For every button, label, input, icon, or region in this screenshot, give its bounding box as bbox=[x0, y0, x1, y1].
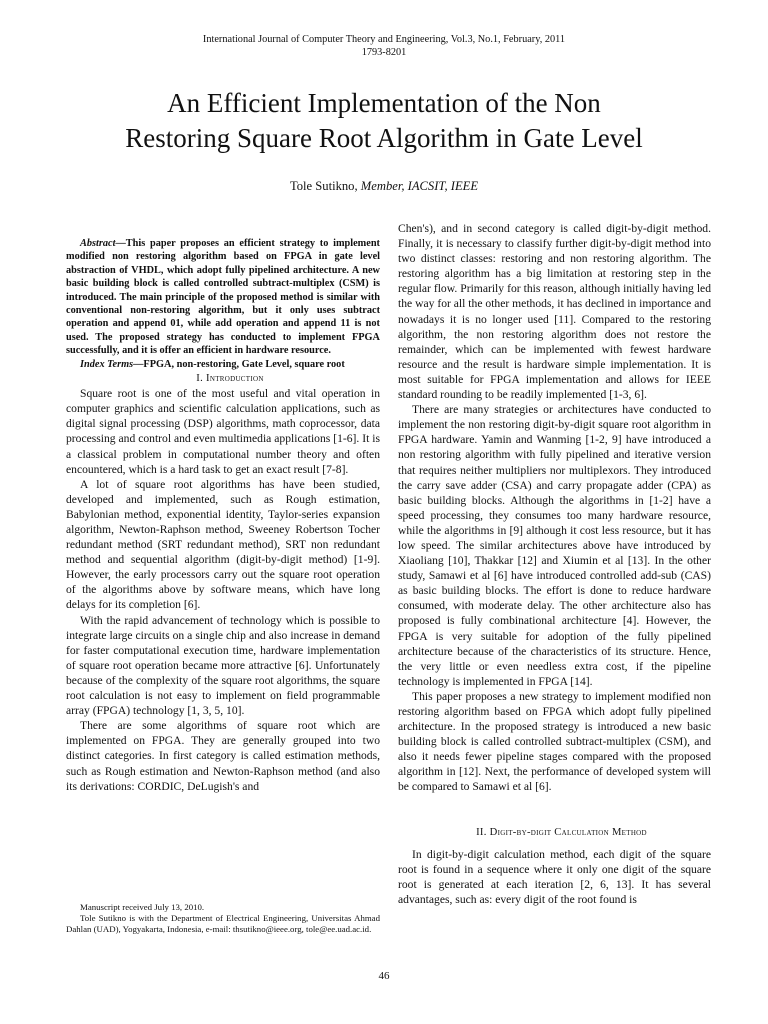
author-name: Tole Sutikno, bbox=[289, 179, 361, 193]
abstract-text: —This paper proposes an efficient strategy to implement modified non restoring algorithm based on FPGA in gate level abstraction of VHDL, which adopt fully pipelined architecture. A new basic building block is called controlled subtract-multiplex (CSM) is introduced. The main principle of the proposed method is similar with conventional non-restoring algorithm, but it only uses subtract operation and append 01, while add operation and append 11 is not used. The proposed strategy has conducted to implement FPGA successfully, and it is offer an efficient in hardware resource. bbox=[66, 238, 380, 357]
footnotes bbox=[66, 902, 380, 935]
section-initial: M bbox=[611, 826, 622, 838]
journal-citation: International Journal of Computer Theory and Engineering, Vol.3, No.1, February, 2011 bbox=[202, 34, 566, 45]
paper-title bbox=[0, 86, 768, 156]
section-initial: I bbox=[206, 373, 210, 385]
paragraph: There are some algorithms of square root which are implemented on FPGA. They are generally grouped into two distinct categories. In first category is called estimation methods, such as Rough estimation and Newton-Raphson method (and also its derivations: CORDIC, DeLugish's and bbox=[66, 719, 380, 793]
paper-title-line-2: Restoring Square Root Algorithm in Gate Level bbox=[125, 123, 643, 153]
section-initial: D bbox=[489, 826, 498, 838]
section-heading-digit-by-digit bbox=[398, 825, 711, 840]
index-terms-lead: Index Terms bbox=[80, 358, 134, 370]
index-terms-text: —FPGA, non-restoring, Gate Level, square root bbox=[133, 358, 345, 370]
paper-title-line-1: An Efficient Implementation of the Non bbox=[167, 88, 601, 118]
paragraph: This paper proposes a new strategy to implement modified non restoring algorithm based on FPGA which adopt fully pipelined architecture. In the proposed strategy is introduced a new basic building block is called controlled subtract-multiplex (CSM), and also it needs fewer pipeline stages compared with the proposed algorithm in [12]. Next, the performance of developed system will be compared to Samawi et al [6]. bbox=[398, 689, 711, 794]
paragraph: Square root is one of the most useful and vital operation in computer graphics and scientific calculation applications, such as digital signal processing (DSP) algorithms, math coprocessor, data processing and control and even multimedia applications [1-6]. It is a classical problem in computational number theory and often encountered, which is a hard task to get an exact result [7-8]. bbox=[66, 387, 380, 476]
abstract bbox=[66, 237, 380, 358]
section-title-rest: alculation bbox=[561, 826, 612, 838]
footnote-author: Tole Sutikno is with the Department of Electrical Engineering, Universitas Ahmad Dahlan (UAD), Yogyakarta, Indonesia, e-mail: thsutikno@ieee.org, tole@ee.uad.ac.id. bbox=[66, 913, 380, 934]
section-title-rest: ethod bbox=[621, 826, 647, 838]
paragraph: A lot of square root algorithms has have been studied, developed and implemented, such as Rough estimation, Babylonian method, exponential identity, Taylor-series expansion algorithm, Newton-Raphson method, Sweeney Robertson Tocher redundant method (SRT redundant method), SRT non redundant method and sequential algorithm (digit-by-digit method) [1-9]. However, the early processors carry out the square root operation of the algorithms above by software means, which have long delays for its completion [6]. bbox=[66, 477, 380, 612]
paragraph: Chen's), and in second category is called digit-by-digit method. Finally, it is necessary to classify further digit-by-digit method into two distinct classes: restoring and non restoring algorithm. The restoring algorithm has a big limitation at restoring step in the regular flow. Primarily for this reason, although initially having led the way for all the other methods, it has declined in importance and nowadays it is no longer used [11]. Compared to the restoring algorithm, the non restoring algorithm does not restore the remainder, which can be implemented with fewest hardware resource and the result is hardware simple implementation. It is most suitable for FPGA implementation and allows for IEEE standard rounding to be readily implemented [1-3, 6]. bbox=[398, 222, 711, 402]
journal-issn: 1793-8201 bbox=[361, 47, 407, 58]
section-heading-introduction bbox=[66, 371, 380, 386]
section-number: I. bbox=[196, 373, 207, 385]
section-title-rest: igit-by-digit bbox=[497, 826, 555, 838]
author-line bbox=[0, 178, 768, 194]
journal-header bbox=[0, 33, 768, 59]
abstract-lead: Abstract bbox=[80, 238, 116, 249]
section-initial: C bbox=[554, 826, 562, 838]
footnote-manuscript: Manuscript received July 13, 2010. bbox=[80, 902, 205, 912]
index-terms bbox=[66, 358, 380, 371]
author-affiliation: Member, IACSIT, IEEE bbox=[360, 179, 479, 193]
paragraph: With the rapid advancement of technology which is possible to integrate large circuits on a single chip and also increase in demand for faster computational execution time, hardware implementation of square root operation became more attractive [6]. Unfortunately because of the complexity of the square root algorithms, the square root calculation is not easy to implement on field programmable array (FPGA) technology [1, 3, 5, 10]. bbox=[66, 613, 380, 718]
section-number: II. bbox=[476, 826, 490, 838]
page-number: 46 bbox=[378, 970, 390, 982]
right-column bbox=[398, 221, 711, 907]
left-column bbox=[66, 237, 380, 794]
paragraph: In digit-by-digit calculation method, each digit of the square root is found in a sequence where it only one digit of the square root is generated at each iteration [2, 6, 13]. It has several advantages, such as: every digit of the root found is bbox=[398, 847, 711, 906]
section-title-rest: ntroduction bbox=[209, 373, 264, 385]
paragraph: There are many strategies or architectures have conducted to implement the non restoring digit-by-digit square root algorithm in FPGA hardware. Yamin and Wanming [1-2, 9] have introduced a non restoring algorithm with fully pipelined and iterative version that requires neither multipliers nor multiplexors. They introduced the carry save adder (CSA) and carry propagate adder (CPA) as basic building blocks. Although the algorithms in [1-2] have a speed processing, they consumes too many hardware resource, while the algorithms in [9] although it cost less resource, but it has low speed. The similar architectures above have introduced by Xiaoliang [10], Thakkar [12] and Xiumin et al [13]. In the other study, Samawi et al [6] have introduced controlled add-sub (CAS) as basic building blocks. The effort is done to reduce hardware consumed, with moderate delay. The other architecture also has proposed is fully combinational architecture [4]. However, the FPGA is very suitable for adoption of the fully pipelined architecture because of the characteristics of its structure. Hence, the very little or even needless extra cost, if the pipeline technology is implemented in FPGA [14]. bbox=[398, 403, 711, 688]
